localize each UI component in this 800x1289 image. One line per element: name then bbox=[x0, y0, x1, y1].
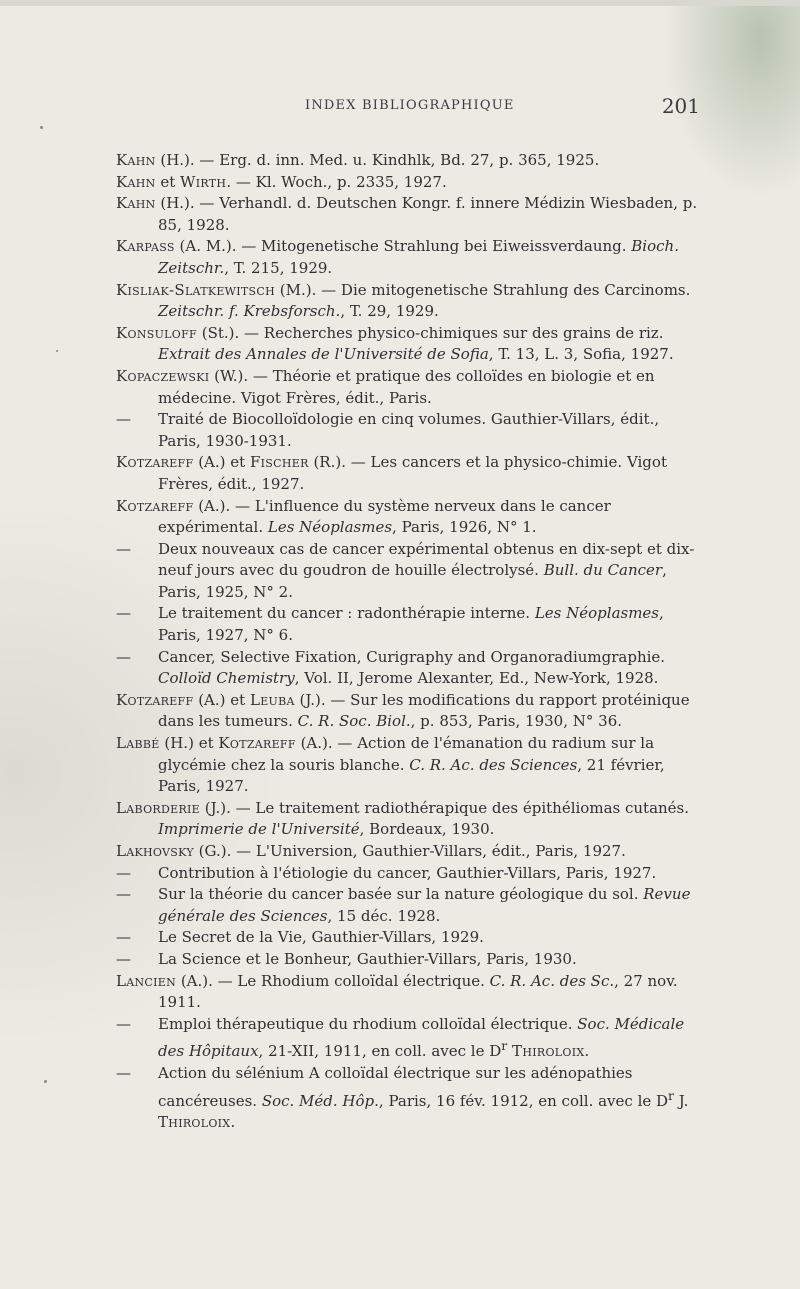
entry-text: (A.). — Le Rhodium colloïdal électrique. bbox=[176, 971, 490, 990]
author-name: Kotzareff bbox=[116, 690, 194, 709]
entry-text: . bbox=[584, 1042, 590, 1061]
author-name: Kahn bbox=[116, 151, 156, 169]
entry-text: (H.). — Verhandl. d. Deutschen Kongr. f. innere Médizin Wiesbaden, p. 85, 1928. bbox=[155, 194, 698, 234]
entry-text: Sur la théorie du cancer basée sur la nature géologique du sol. bbox=[158, 885, 644, 904]
author-name: Kotzareff bbox=[116, 496, 194, 515]
entry-text: et bbox=[155, 172, 181, 191]
entry-text: (M.). — Die mitogenetische Strahlung des Carcinoms. bbox=[275, 280, 691, 299]
publication-title: Extrait des Annales de l'Université de Sofia bbox=[158, 345, 489, 364]
bibliography-list bbox=[116, 150, 704, 1134]
author-name: Thiroloix bbox=[512, 1042, 585, 1061]
bibliography-entry bbox=[116, 409, 704, 452]
entry-text: (A.) et bbox=[193, 690, 250, 709]
entry-text: Emploi thérapeutique du rhodium colloïdal électrique. bbox=[158, 1014, 578, 1033]
bibliography-entry bbox=[116, 927, 704, 949]
entry-text: , 27 nov. 1911. bbox=[158, 971, 678, 1012]
entry-text: (J.). — Le traitement radiothérapique des épithéliomas cutanés. bbox=[200, 798, 690, 817]
entry-text: (R.). — Les cancers et la physico-chimie. Vigot Frères, édit., 1927. bbox=[158, 453, 667, 493]
bibliography-entry bbox=[116, 1063, 704, 1134]
entry-text: , Paris, 16 fév. 1912, en coll. avec le D bbox=[378, 1091, 669, 1110]
publication-title: Soc. Méd. Hôp. bbox=[261, 1091, 379, 1110]
publication-title: Soc. Médicale des Hôpitaux bbox=[158, 1014, 685, 1061]
entry-text: Deux nouveaux cas de cancer expérimental obtenus en dix-sept et dix-neuf jours avec du goudron de houille électrolysé. bbox=[158, 539, 695, 580]
author-name: Wirth bbox=[180, 172, 227, 191]
bibliography-entry bbox=[116, 280, 704, 323]
bibliography-entry bbox=[116, 1014, 704, 1063]
entry-text: Action du sélénium A colloïdal électrique sur les adénopathies cancéreuses. bbox=[158, 1063, 633, 1110]
bibliography-entry bbox=[116, 863, 704, 885]
entry-text: (H.) et bbox=[159, 734, 219, 753]
publication-title: Les Néoplasmes bbox=[267, 518, 393, 537]
author-name: Laborderie bbox=[116, 798, 200, 817]
entry-text: , Paris, 1927, N° 6. bbox=[158, 604, 664, 645]
author-name: Labbé bbox=[116, 734, 160, 753]
entry-text: (G.). — L'Universion, Gauthier-Villars, édit., Paris, 1927. bbox=[193, 842, 626, 860]
entry-text: (A.). — Action de l'émanation du radium sur la glycémie chez la souris blanche. bbox=[158, 734, 655, 774]
entry-text: Le Secret de la Vie, Gauthier-Villars, 1929. bbox=[158, 928, 484, 947]
publication-title: C. R. Ac. des Sciences bbox=[409, 755, 578, 774]
entry-text: La Science et le Bonheur, Gauthier-Villars, Paris, 1930. bbox=[158, 949, 577, 968]
entry-text: Contribution à l'étiologie du cancer, Gauthier-Villars, Paris, 1927. bbox=[158, 863, 657, 882]
entry-text: , 15 déc. 1928. bbox=[327, 906, 441, 925]
bibliography-entry bbox=[116, 172, 704, 194]
entry-text: , Vol. II, Jerome Alexanter, Ed., New-York, 1928. bbox=[294, 669, 659, 688]
entry-text: (A.). — L'influence du système nerveux dans le cancer expérimental. bbox=[158, 496, 611, 537]
author-name: Kahn bbox=[116, 172, 156, 191]
bibliography-entry bbox=[116, 647, 704, 690]
bibliography-entry bbox=[116, 733, 704, 798]
publication-title: Les Néoplasmes bbox=[534, 604, 660, 623]
entry-text: (A. M.). — Mitogenetische Strahlung bei Eiweissverdaung. bbox=[174, 237, 632, 256]
entry-text: Traité de Biocolloïdologie en cinq volumes. Gauthier-Villars, édit., Paris, 1930-1931. bbox=[158, 410, 660, 450]
publication-title: Colloïd Chemistry bbox=[158, 669, 295, 688]
publication-title: Imprimerie de l'Université bbox=[158, 820, 360, 839]
entry-text: . — Kl. Woch., p. 2335, 1927. bbox=[226, 172, 447, 191]
author-name: Lancien bbox=[116, 971, 177, 990]
page-top-edge bbox=[0, 0, 800, 6]
author-name: Kopaczewski bbox=[116, 366, 210, 385]
entry-text: , T. 13, L. 3, Sofia, 1927. bbox=[488, 345, 674, 364]
bibliography-entry bbox=[116, 236, 704, 279]
page-number: 201 bbox=[661, 94, 700, 118]
publication-title: Revue générale des Sciences bbox=[158, 885, 691, 925]
author-name: Kotzareff bbox=[116, 453, 194, 472]
bibliography-entry bbox=[116, 971, 704, 1014]
bibliography-entry bbox=[116, 452, 704, 495]
bibliography-entry bbox=[116, 841, 704, 863]
ditto-dash: — bbox=[116, 647, 131, 666]
paper-speck bbox=[40, 126, 43, 129]
ditto-dash: — bbox=[116, 604, 131, 623]
bibliography-entry bbox=[116, 949, 704, 971]
bibliography-entry bbox=[116, 539, 704, 604]
ditto-dash: — bbox=[116, 928, 131, 947]
bibliography-entry bbox=[116, 603, 704, 646]
ditto-dash: — bbox=[116, 1014, 131, 1033]
ditto-dash: — bbox=[116, 410, 131, 429]
entry-text: (H.). — Erg. d. inn. Med. u. Kindhlk, Bd. 27, p. 365, 1925. bbox=[155, 151, 600, 169]
ditto-dash: — bbox=[116, 949, 131, 968]
entry-text: (A.) et bbox=[193, 453, 250, 472]
publication-title: C. R. Ac. des Sc. bbox=[489, 971, 615, 990]
bibliography-entry bbox=[116, 884, 704, 927]
entry-text: Le traitement du cancer : radonthérapie interne. bbox=[158, 604, 535, 623]
entry-text: , 21-XII, 1911, en coll. avec le D bbox=[258, 1042, 502, 1061]
entry-text: , T. 29, 1929. bbox=[340, 302, 439, 321]
entry-text: , 21 février, Paris, 1927. bbox=[158, 755, 665, 796]
bibliography-entry bbox=[116, 496, 704, 539]
publication-title: Bull. du Cancer bbox=[543, 561, 663, 580]
author-name: Leuba bbox=[249, 690, 295, 709]
paper-speck bbox=[44, 1080, 47, 1083]
author-name: Thiroloix bbox=[158, 1113, 231, 1132]
page-header bbox=[305, 94, 700, 118]
ditto-dash: — bbox=[116, 539, 131, 558]
paper-speck bbox=[56, 350, 58, 352]
bibliography-entry bbox=[116, 150, 704, 172]
superscript: r bbox=[501, 1038, 508, 1054]
author-name: Kisliak-Slatkewitsch bbox=[116, 280, 276, 299]
bibliography-entry bbox=[116, 366, 704, 409]
entry-text: J. bbox=[674, 1091, 689, 1110]
entry-text: , Bordeaux, 1930. bbox=[359, 820, 495, 839]
running-title: INDEX BIBLIOGRAPHIQUE bbox=[305, 98, 515, 113]
author-name: Konsuloff bbox=[116, 323, 197, 342]
publication-title: Zeitschr. f. Krebsforsch. bbox=[158, 302, 341, 321]
bibliography-entry bbox=[116, 323, 704, 366]
author-name: Karpass bbox=[116, 237, 175, 256]
entry-text: , Paris, 1926, N° 1. bbox=[392, 518, 537, 537]
ditto-dash: — bbox=[116, 1063, 131, 1082]
publication-title: C. R. Soc. Biol. bbox=[297, 712, 411, 731]
entry-text: (St.). — Recherches physico-chimiques sur des grains de riz. bbox=[196, 323, 664, 342]
author-name: Fischer bbox=[249, 453, 309, 472]
entry-text: , Paris, 1925, N° 2. bbox=[158, 561, 667, 601]
entry-text: , p. 853, Paris, 1930, N° 36. bbox=[410, 712, 623, 731]
bibliography-entry bbox=[116, 690, 704, 733]
entry-text: (J.). — Sur les modifications du rapport protéinique dans les tumeurs. bbox=[158, 690, 690, 731]
bibliography-entry bbox=[116, 193, 704, 236]
bibliography-entry bbox=[116, 798, 704, 841]
publication-title: Bioch. Zeitschr. bbox=[158, 237, 679, 277]
entry-text: . bbox=[230, 1113, 236, 1132]
entry-text: Cancer, Selective Fixation, Curigraphy and Organoradiumgraphie. bbox=[158, 647, 666, 666]
author-name: Kotzareff bbox=[218, 734, 296, 753]
entry-text: (W.). — Théorie et pratique des colloïdes en biologie et en médecine. Vigot Frères, édit., Paris. bbox=[158, 366, 655, 407]
ditto-dash: — bbox=[116, 885, 131, 904]
author-name: Lakhovsky bbox=[116, 842, 194, 860]
superscript: r bbox=[668, 1087, 675, 1103]
author-name: Kahn bbox=[116, 194, 156, 213]
ditto-dash: — bbox=[116, 863, 131, 882]
entry-text: , T. 215, 1929. bbox=[224, 258, 333, 277]
